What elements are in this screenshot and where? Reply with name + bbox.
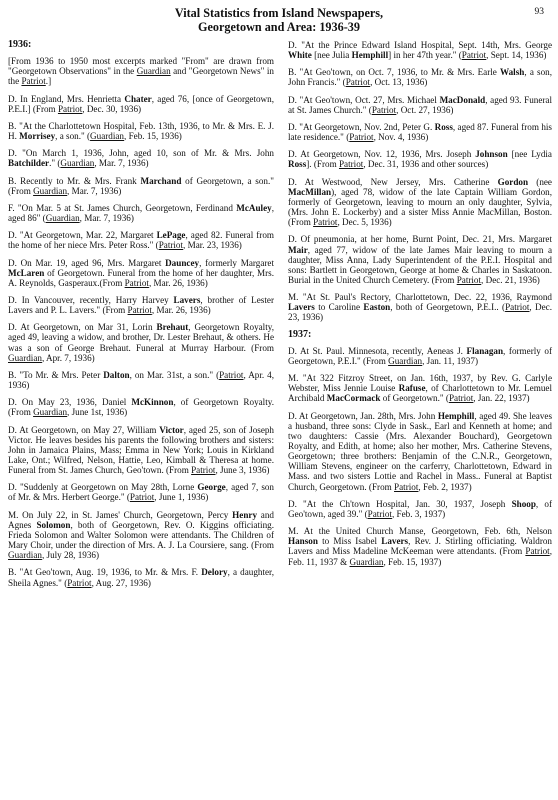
surname: Dalton: [103, 369, 130, 380]
source-newspaper: Patriot: [158, 240, 184, 251]
surname: Flanagan: [466, 345, 504, 356]
entry-text: , aged 25, son of Joseph Victor. He leaves besides his parents the following brothers and sisters: John in Jamaica Plains, Mass; Emma in New York; Louis in Kirkland Lake, Ont.; Wilfred, Nelson, Hattie, Leo, Kimball & Theresa at home. Funeral from St. James Church, Geo'town. (From: [8, 424, 274, 476]
surname: Marchand: [140, 175, 182, 186]
source-newspaper: Patriot: [367, 508, 392, 519]
record-entry: [8, 510, 274, 561]
source-newspaper: Patriot: [191, 465, 216, 476]
entry-text: M. On July 22, in St. James' Church, Georgetown, Percy: [8, 509, 233, 520]
entry-text: M. "At St. Paul's Rectory, Charlottetown, Dec. 22, 1936, Raymond: [288, 292, 552, 303]
entry-text: D. At Georgetown, on Mar 31, Lorin: [8, 322, 157, 333]
record-entry: [288, 122, 552, 142]
surname: Shoop: [511, 498, 536, 509]
record-entry: [8, 230, 274, 250]
surname: Lavers: [288, 302, 315, 313]
surname: Dauncey: [165, 257, 200, 268]
source-newspaper: Guardian: [8, 550, 42, 561]
source-newspaper: Patriot: [57, 103, 83, 114]
entry-text: , brother of Lester Lavers and P. L. Lavers." (From: [8, 294, 274, 316]
record-entry: [288, 177, 552, 228]
record-entry: [8, 94, 274, 114]
entry-text: D. "Suddenly at Georgetown on May 28th, Lorne: [8, 482, 198, 493]
entry-text: , Oct. 13, 1936): [370, 77, 428, 88]
entry-text: , of Georgetown Royalty. (From: [8, 397, 275, 418]
source-newspaper: Patriot: [338, 159, 364, 170]
source-newspaper: Guardian: [45, 213, 80, 224]
source-newspaper: Guardian: [90, 131, 124, 142]
entry-text: M. "At 322 Fitzroy Street, on Jan. 16th, 1937, by Rev. G. Carlyle Webster, Miss Jennie Louise: [288, 373, 552, 394]
entry-text: , Feb. 15, 1937): [383, 556, 442, 567]
entry-text: D. "At Geo'town, Oct. 27, Mrs. Michael: [288, 94, 440, 105]
record-entry: [8, 567, 274, 587]
entry-text: , aged 82. Funeral from the home of her niece Mrs. Peter Ross." (: [8, 230, 274, 251]
entry-text: , Dec. 23, 1936): [288, 302, 552, 323]
source-newspaper: Guardian: [136, 66, 171, 77]
surname: White: [288, 50, 312, 61]
surname: MacMillan: [288, 186, 332, 197]
source-newspaper: Patriot: [349, 132, 374, 143]
source-newspaper: Patriot: [371, 104, 397, 115]
surname: LePage: [156, 230, 186, 241]
entry-text: , Nov. 4, 1936): [373, 132, 429, 143]
entry-text: F. "On Mar. 5 at St. James Church, Georgetown, Ferdinand: [8, 202, 237, 213]
source-newspaper: Patriot: [461, 50, 487, 61]
record-entry: [8, 397, 274, 417]
entry-text: and "Georgetown News" in the: [8, 66, 274, 87]
entry-text: , Feb. 11, 1937 &: [288, 546, 552, 567]
entry-text: , Mar. 7, 1936): [79, 213, 134, 224]
entry-text: , Apr. 4, 1936): [8, 369, 274, 391]
entry-text: D. At Georgetown, Jan. 28th, Mrs. John: [288, 410, 438, 421]
record-entry: [8, 425, 274, 476]
source-newspaper: Patriot: [456, 274, 482, 285]
entry-text: [From 1936 to 1950 most excerpts marked "From" are drawn from "Georgetown Observations" in the: [8, 56, 274, 77]
record-entry: [288, 149, 552, 169]
surname: McAuley: [236, 202, 272, 213]
entry-text: , June 1, 1936): [154, 492, 209, 503]
source-newspaper: Guardian: [33, 407, 68, 418]
page-header: [0, 6, 558, 34]
entry-text: , June 3, 1936): [215, 465, 270, 476]
source-newspaper: Guardian: [60, 158, 95, 169]
record-entry: [288, 346, 552, 366]
surname: Solomon: [36, 519, 71, 530]
entry-text: D. At Georgetown, Nov. 12, 1936, Mrs. Joseph: [288, 149, 476, 160]
surname: McKinnon: [131, 397, 174, 408]
record-entry: [8, 148, 274, 168]
entry-text: ." (: [49, 158, 61, 169]
record-entry: [8, 203, 274, 223]
entry-text: , Jan. 22, 1937): [473, 393, 530, 404]
entry-text: , a daughter, Sheila Agnes." (: [8, 567, 274, 588]
record-entry: [288, 40, 552, 60]
record-entry: [288, 67, 552, 87]
entry-text: , Apr. 7, 1936): [41, 352, 95, 363]
entry-text: B. "At Geo'town, on Oct. 7, 1936, to Mr. & Mrs. Earle: [288, 67, 500, 78]
entry-text: B. "To Mr. & Mrs. Peter: [8, 369, 104, 380]
source-newspaper: Guardian: [349, 556, 384, 567]
entry-text: to Caroline: [314, 302, 364, 313]
entry-text: , June 1st, 1936): [67, 407, 128, 418]
record-entry: [288, 292, 552, 322]
entry-text: D. In Vancouver, recently, Harry Harvey: [8, 294, 174, 305]
entry-text: to Miss Isabel: [317, 536, 382, 547]
record-entry: [288, 95, 552, 115]
entry-text: , both of Georgetown, P.E.I.. (: [390, 302, 506, 313]
source-newspaper: Patriot: [127, 305, 152, 316]
source-newspaper: Patriot: [219, 369, 244, 380]
entry-text: , Dec. 31, 1936 and other sources): [363, 159, 489, 170]
entry-text: D. On Mar. 19, aged 96, Mrs. Margaret: [8, 257, 166, 268]
surname: Rafuse: [398, 383, 426, 394]
entry-text: B. "At the Charlottetown Hospital, Feb. 13th, 1936, to Mr. & Mrs. E. J. H.: [8, 120, 274, 142]
source-newspaper: Guardian: [388, 355, 423, 366]
record-entry: [8, 121, 274, 141]
surname: Henry: [232, 509, 258, 520]
entry-text: , Feb. 2, 1937): [418, 481, 472, 492]
entry-text: D. Of pneumonia, at her home, Burnt Point, Dec. 21, Mrs. Margaret: [288, 234, 552, 245]
entry-text: , aged 76, [once of Georgetown, P.E.I.] (From: [8, 93, 274, 114]
surname: MacDonald: [439, 94, 486, 105]
entry-text: of Georgetown, a son." (From: [8, 175, 274, 196]
year-heading: 1936:: [8, 39, 32, 50]
entry-text: and Agnes: [8, 509, 274, 530]
entry-text: D. At Westwood, New Jersey, Mrs. Catherine: [288, 176, 498, 187]
surname: Hanson: [288, 536, 318, 547]
entry-text: [nee Lydia: [507, 149, 552, 160]
source-newspaper: Patriot: [525, 546, 550, 557]
record-entry: [8, 370, 274, 390]
page-number: 93: [534, 7, 544, 17]
surname: McLaren: [8, 267, 45, 278]
entry-text: D. In England, Mrs. Henrietta: [8, 93, 125, 104]
entry-text: , Rev. J. Stirling officiating. Waldron Lavers and Miss Madeline McKeeman were attendants. (From: [288, 536, 552, 557]
surname: Lavers: [381, 536, 409, 547]
entry-text: , on Mar. 31st, a son." (: [129, 369, 220, 380]
record-entry: [8, 56, 274, 86]
entry-text: , Mar. 7, 1936): [67, 185, 122, 196]
record-entry: [288, 499, 552, 519]
right-column: [288, 40, 552, 574]
entry-text: M. At the United Church Manse, Georgetown, Feb. 6th, Nelson: [288, 526, 552, 537]
surname: Ross: [434, 121, 453, 132]
surname: Brehaut: [156, 322, 189, 333]
entry-text: B. "At Geo'town, Aug. 19, 1936, to Mr. & Mrs. F.: [8, 567, 202, 578]
entry-text: , both of Georgetown, Rev. O. Kiggins officiating. Frieda Solomon and Walter Solomon were attendants. The Children of Mary Choir, under the direction of Mrs. A. J. La Coursiere, sang. (From: [8, 519, 274, 551]
entry-text: , aged 7, son of Mr. & Mrs. Herbert George." (: [8, 482, 274, 503]
year-heading: 1937:: [288, 328, 312, 340]
entry-text: D. On May 23, 1936, Daniel: [8, 397, 132, 408]
entry-text: , Oct. 27, 1936): [396, 104, 454, 115]
entry-text: , aged 86" (: [8, 202, 274, 224]
record-entry: [8, 482, 274, 502]
surname: George: [197, 482, 226, 493]
surname: Johnson: [475, 149, 508, 160]
entry-text: , Feb. 15, 1936): [124, 131, 182, 142]
entry-text: , aged 93. Funeral at St. James Church." (: [288, 94, 552, 115]
surname: Chater: [124, 93, 152, 104]
source-newspaper: Guardian: [8, 352, 42, 363]
surname: Walsh: [500, 67, 525, 78]
source-newspaper: Patriot: [505, 302, 530, 313]
title-line-1: Vital Statistics from Island Newspapers,: [174, 6, 384, 20]
entry-text: D. "At the Ch'town Hospital, Jan. 30, 1937, Joseph: [288, 498, 512, 509]
entry-text: ]. (From: [306, 159, 339, 170]
surname: Delory: [201, 567, 228, 578]
surname: Morrisey: [19, 131, 56, 142]
entry-text: B. Recently to Mr. & Mrs. Frank: [8, 175, 141, 186]
source-newspaper: Patriot: [448, 393, 474, 404]
surname: MacCormack: [326, 393, 381, 404]
entry-text: of Georgetown. Funeral from the home of her daughter, Mrs. A. Reynolds, Gasperaux.(From: [8, 267, 274, 288]
entry-text: of Georgetown." (: [380, 393, 449, 404]
entry-text: ), aged 78, widow of the late Captain William Gordon, formerly of Georgetown, leaving to mourn an only daughter, Sylvia, (Mrs. John E. Lockerby) and a sister Miss Annie MacMillan, Boston. (From: [288, 186, 552, 228]
entry-text: D. "At the Prince Edward Island Hospital, Sept. 14th, Mrs. George: [288, 40, 552, 50]
entry-text: , Dec. 5, 1936): [337, 217, 392, 228]
surname: Lavers: [173, 294, 201, 305]
record-entry: [288, 234, 552, 285]
entry-text: , aged 77, widow of the late James Mair leaving to mourn a daughter, Miss Anna, Lady Superintendent of the P.E.I. Hospital and sons: Bartlett in Georgetown, George at home & Charles in Saskatoon. Burial in the United Church Cemetery. (From: [288, 244, 552, 285]
entry-text: , a son." (: [55, 131, 91, 142]
entry-text: D. "On March 1, 1936, John, aged 10, son of Mr. & Mrs. John: [8, 148, 274, 159]
entry-text: , of Geo'town, aged 39." (: [288, 498, 552, 519]
surname: Easton: [363, 302, 391, 313]
entry-text: .]: [45, 76, 52, 87]
entry-text: D. At St. Paul. Minnesota, recently, Aeneas J.: [288, 345, 467, 356]
surname: Hemphill: [437, 410, 475, 421]
entry-text: , of Charlottetown to Mr. Lemuel Archibald: [288, 383, 552, 404]
source-newspaper: Patriot: [124, 277, 149, 288]
source-newspaper: Patriot: [67, 577, 92, 588]
title-line-2: Georgetown and Area: 1936-39: [198, 20, 360, 34]
entry-text: , aged 87. Funeral from his late residence." (: [288, 121, 552, 143]
surname: Ross: [288, 159, 307, 170]
record-entry: [288, 411, 552, 492]
record-entry: [8, 258, 274, 288]
entry-text: D. "At Georgetown, Mar. 22, Margaret: [8, 230, 157, 241]
entry-text: , Georgetown Royalty, aged 49, leaving a widow, and brother, Dr. Lester Brehaut, & others. He was a son of George Brehaut. Funeral at Murray Harbour. (From: [8, 322, 274, 353]
entry-text: , Mar. 26, 1936): [151, 305, 211, 316]
entry-text: , July 28, 1936): [41, 550, 99, 561]
entry-text: , a son, John Francis." (: [288, 67, 552, 88]
entry-text: , formerly of Georgetown, P.E.I." (From: [288, 345, 552, 366]
surname: Batchilder: [8, 158, 50, 169]
entry-text: D. At Georgetown, on May 27, William: [8, 424, 160, 435]
entry-text: , Sept. 14, 1936): [486, 50, 547, 61]
entry-text: , Mar. 26, 1936): [148, 277, 208, 288]
source-newspaper: Guardian: [33, 185, 68, 196]
record-entry: [288, 526, 552, 567]
record-entry: [8, 322, 274, 363]
source-newspaper: Patriot: [129, 492, 155, 503]
entry-text: , Aug. 27, 1936): [91, 577, 151, 588]
surname: Hemphill: [351, 50, 389, 61]
source-newspaper: Patriot: [394, 481, 419, 492]
entry-text: D. "At Georgetown, Nov. 2nd, Peter G.: [288, 121, 435, 132]
record-entry: [8, 295, 274, 315]
source-newspaper: Patriot: [21, 76, 46, 87]
entry-text: , Mar. 23, 1936): [183, 240, 242, 251]
entry-text: ] in her 47th year." (: [388, 50, 462, 61]
surname: Mair: [288, 244, 308, 255]
source-newspaper: Patriot: [345, 77, 371, 88]
entry-text: , Jan. 11, 1937): [422, 355, 479, 366]
entry-text: , Dec. 30, 1936): [82, 103, 142, 114]
record-entry: [8, 176, 274, 196]
surname: Gordon: [497, 176, 529, 187]
entry-text: , aged 49. She leaves a husband, three sons: Clyde in Sask., Earl and Kenneth at home; and two daughters: Cassie (Mrs. Alexander Bouchard), Georgetown Royalty, and Edith, at home; also her mother, Mrs. Catherine Stevens, Georgetown; three brothers: Benjamin of the C.N.R., Georgetown, William Stevens, engineer on the carferry, Charlottetown, Edward in Mass. and two sisters Lottie and Rachel in Mass.. Funeral at Baptist Church, Georgetown. (From: [288, 410, 552, 492]
source-newspaper: Patriot: [313, 217, 338, 228]
left-column: [8, 40, 274, 595]
entry-text: , Mar. 7, 1936): [94, 158, 149, 169]
entry-text: , Feb. 3, 1937): [391, 508, 446, 519]
surname: Victor: [159, 424, 184, 435]
entry-text: , Dec. 21, 1936): [481, 274, 540, 285]
record-entry: [288, 373, 552, 403]
entry-text: (nee: [528, 176, 552, 187]
entry-text: [nee Julia: [311, 50, 352, 61]
entry-text: , formerly Margaret: [199, 257, 274, 268]
